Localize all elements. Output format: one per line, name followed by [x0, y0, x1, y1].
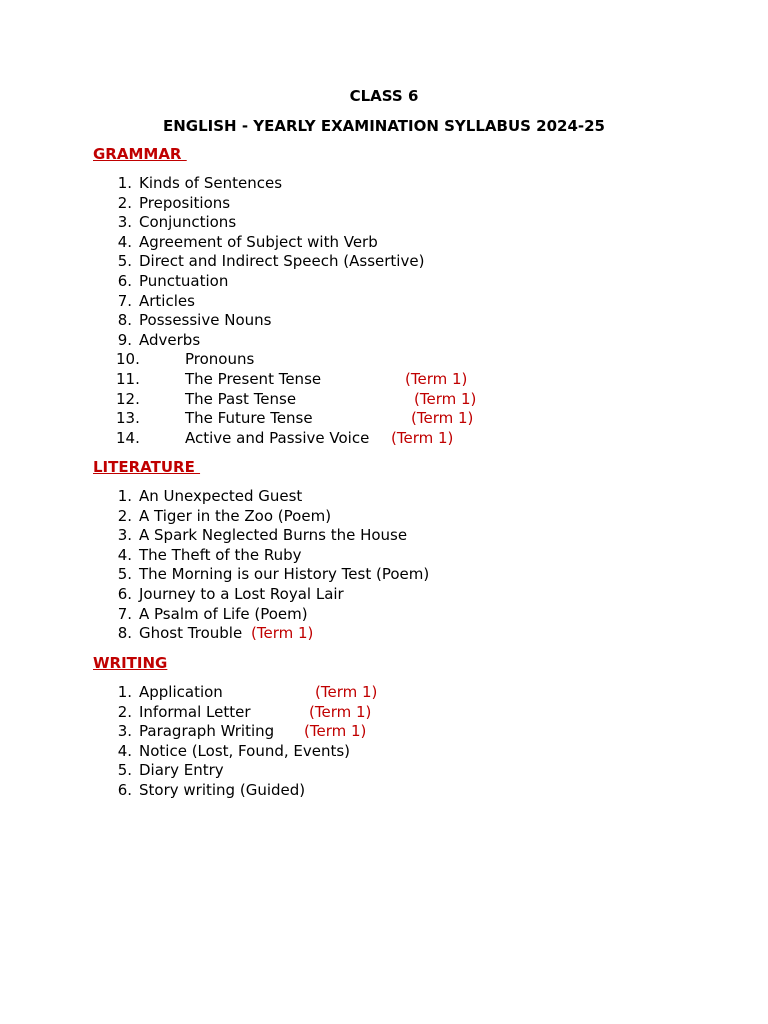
list-item-text: Notice (Lost, Found, Events) — [139, 741, 351, 760]
list-item-text: Prepositions — [139, 193, 231, 212]
list-item — [0, 683, 768, 703]
list-item-text: Conjunctions — [139, 213, 237, 232]
list-item — [0, 409, 768, 429]
list-item-number: 13. — [116, 409, 140, 428]
list-item-number: 2. — [117, 506, 132, 525]
list-item-number: 12. — [116, 389, 140, 408]
list-item-text: The Morning is our History Test (Poem) — [139, 565, 430, 584]
list-item-text: A Spark Neglected Burns the House — [139, 526, 408, 545]
list-item-text: Pronouns — [185, 350, 255, 369]
list-item-text: Adverbs — [139, 330, 201, 349]
writing-list — [0, 683, 768, 801]
writing-heading: WRITING — [93, 654, 168, 672]
list-item-text: Articles — [139, 291, 195, 310]
list-item — [0, 213, 768, 233]
list-item — [0, 292, 768, 312]
term-note: (Term 1) — [304, 722, 367, 741]
term-note: (Term 1) — [309, 702, 372, 721]
list-item — [0, 429, 768, 449]
list-item-text: Direct and Indirect Speech (Assertive) — [139, 252, 425, 271]
list-item — [0, 487, 768, 507]
list-item-number: 6. — [117, 780, 132, 799]
list-item-number: 8. — [117, 624, 132, 643]
term-note: (Term 1) — [411, 409, 474, 428]
list-item-text: The Future Tense — [185, 409, 313, 428]
list-item-text: Story writing (Guided) — [139, 780, 306, 799]
list-item-text: Journey to a Lost Royal Lair — [139, 584, 344, 603]
list-item-text: The Past Tense — [185, 389, 297, 408]
list-item-number: 8. — [117, 311, 132, 330]
list-item-number: 2. — [117, 702, 132, 721]
list-item — [0, 526, 768, 546]
list-item-number: 5. — [117, 565, 132, 584]
list-item — [0, 370, 768, 390]
list-item-number: 14. — [116, 428, 140, 447]
list-item — [0, 507, 768, 527]
list-item — [0, 194, 768, 214]
list-item-text: The Theft of the Ruby — [139, 545, 302, 564]
list-item-text: Possessive Nouns — [139, 311, 272, 330]
list-item-number: 5. — [117, 761, 132, 780]
list-item-text: Paragraph Writing — [139, 722, 275, 741]
list-item-text: A Psalm of Life (Poem) — [139, 604, 308, 623]
list-item — [0, 605, 768, 625]
list-item-text: Active and Passive Voice — [185, 428, 370, 447]
list-item-number: 3. — [117, 213, 132, 232]
term-note: (Term 1) — [414, 389, 477, 408]
list-item-number: 6. — [117, 271, 132, 290]
term-note: (Term 1) — [391, 428, 454, 447]
list-item — [0, 722, 768, 742]
list-item-text: Agreement of Subject with Verb — [139, 232, 378, 251]
list-item-number: 4. — [117, 545, 132, 564]
literature-list — [0, 487, 768, 644]
list-item-number: 7. — [117, 604, 132, 623]
list-item — [0, 331, 768, 351]
list-item — [0, 781, 768, 801]
list-item-number: 1. — [117, 683, 132, 701]
literature-heading: LITERATURE — [93, 458, 201, 476]
list-item — [0, 233, 768, 253]
grammar-heading: GRAMMAR — [93, 145, 187, 163]
exam-title: ENGLISH - YEARLY EXAMINATION SYLLABUS 2024-25 — [163, 117, 605, 135]
list-item — [0, 624, 768, 644]
list-item-text: Punctuation — [139, 271, 229, 290]
list-item-number: 6. — [117, 584, 132, 603]
grammar-list — [0, 174, 768, 448]
list-item — [0, 390, 768, 410]
term-note: (Term 1) — [405, 369, 468, 388]
list-item-number: 1. — [117, 174, 132, 192]
list-item — [0, 174, 768, 194]
list-item — [0, 742, 768, 762]
list-item-number: 7. — [117, 291, 132, 310]
list-item-number: 5. — [117, 252, 132, 271]
list-item-number: 3. — [117, 526, 132, 545]
list-item-text: Diary Entry — [139, 761, 224, 780]
list-item — [0, 350, 768, 370]
list-item-text: The Present Tense — [185, 369, 322, 388]
list-item — [0, 272, 768, 292]
list-item-text: An Unexpected Guest — [139, 487, 303, 505]
list-item — [0, 585, 768, 605]
list-item-text: Informal Letter — [139, 702, 251, 721]
list-item-number: 1. — [117, 487, 132, 505]
list-item-text: A Tiger in the Zoo (Poem) — [139, 506, 332, 525]
list-item-text: Application — [139, 683, 223, 701]
list-item — [0, 252, 768, 272]
list-item — [0, 703, 768, 723]
list-item — [0, 565, 768, 585]
list-item-number: 9. — [117, 330, 132, 349]
list-item-text: Kinds of Sentences — [139, 174, 283, 192]
list-item-number: 3. — [117, 722, 132, 741]
list-item-number: 4. — [117, 232, 132, 251]
list-item-text: Ghost Trouble — [139, 624, 243, 643]
term-note: (Term 1) — [251, 624, 314, 643]
list-item — [0, 311, 768, 331]
list-item-number: 4. — [117, 741, 132, 760]
list-item — [0, 546, 768, 566]
list-item-number: 11. — [116, 369, 140, 388]
list-item-number: 10. — [116, 350, 140, 369]
list-item-number: 2. — [117, 193, 132, 212]
list-item — [0, 761, 768, 781]
class-title: CLASS 6 — [349, 87, 419, 105]
term-note: (Term 1) — [315, 683, 378, 701]
